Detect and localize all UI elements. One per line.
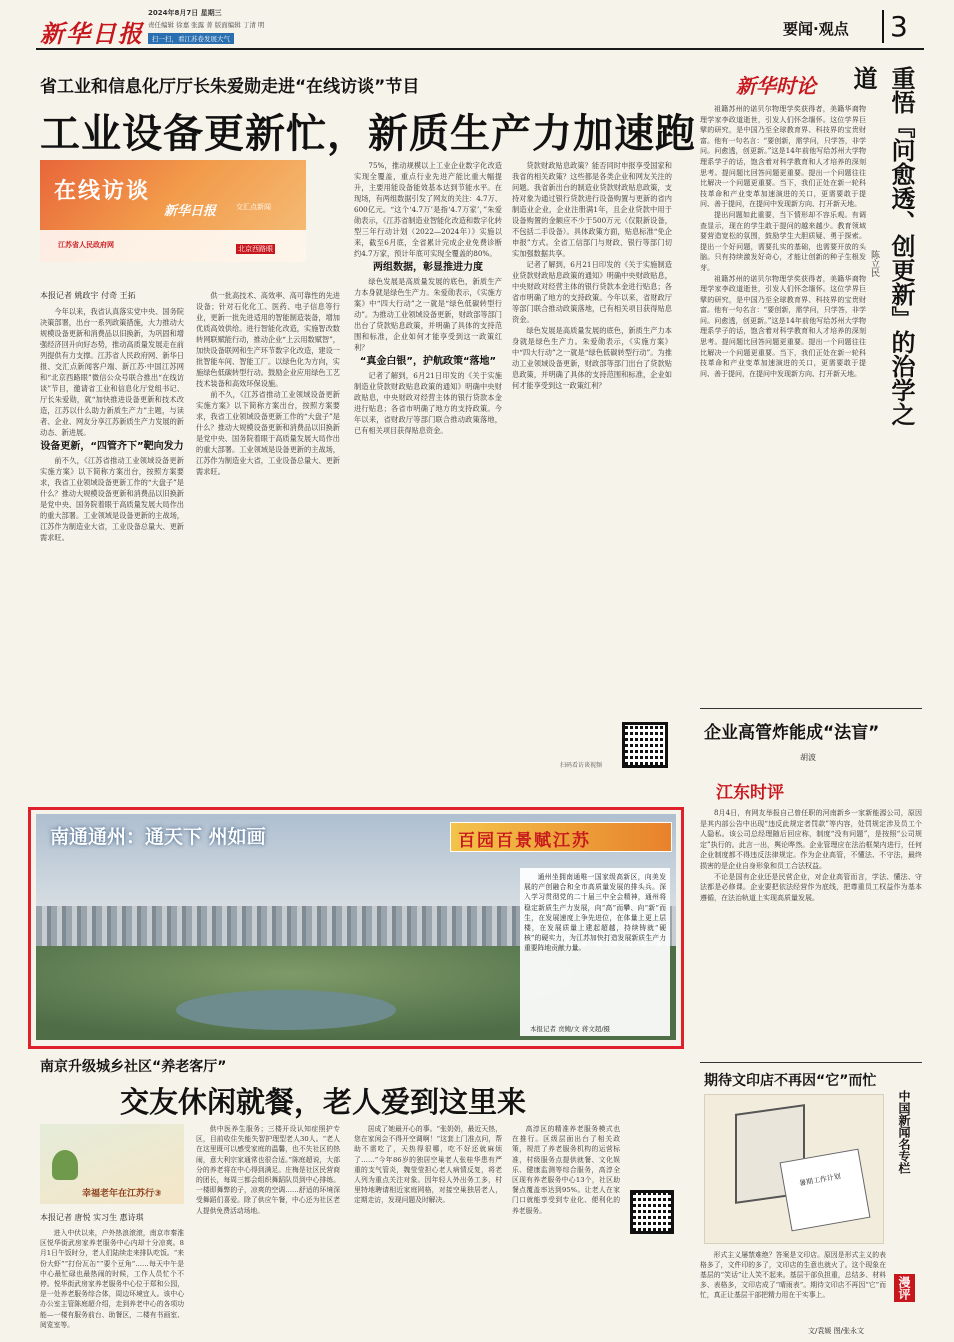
banner-title: 在线访谈 [54, 179, 151, 204]
cartoon-illustration [704, 1094, 884, 1244]
lead-column-3 [354, 160, 502, 774]
editorial-paragraph: 8月4日，有网友举报自己曾任职的河南新乡一家新能源公司，原因是其内部公告中出现“违反此规定者罚款”等内容，处罚规定涉及员工个人隐私。该公司总经理随后回应称，制度“没有问题”，是按照“公司规定”执行的。此言一出，舆论哗然。企业管理应在法治框架内进行，任何企业制度都不得违反法律规定。作为企业高管，不懂法、不守法，最终损害的是企业自身形象和员工合法权益。 [700, 809, 922, 870]
masthead [0, 0, 954, 52]
lead-column-1 [40, 306, 184, 774]
series-label: 幸福老年在江苏行③ [82, 1189, 162, 1199]
second-byline: 本报记者 唐悦 实习生 惠诗琪 [40, 1213, 144, 1222]
second-paragraph: 居成了她最开心的事。“张奶奶，最近天热，您在家闲会不得开空调啊！”这套上门准点问，帮助不需吃了，天热得很哪，吃不好还就麻烦了……”今年86岁的独居空巢老人张桂华患有严重的支气管炎，魏莹莹担心老人病情反复，将老人列为重点关注对象。因年轻人外出务工多，村里特地聘请相近家庭网格，对接空巢独居老人，定期走访，发现问题及时解决。 [354, 1125, 502, 1205]
editorial-author: 胡波 [800, 753, 816, 762]
lead-paragraph: 绿色发展是高质量发展的底色，新质生产力本身就是绿色生产力。朱爱勋表示，《实施方案》中“四大行动”之一就是“绿色低碳转型行动”。为推动工业领域设备更新，财政部等部门出台了贷款贴息政策，并明确了具体的支持范围和标准，企业如何才能享受到这一政策红利？ [512, 326, 672, 390]
qr-code[interactable] [630, 1190, 674, 1234]
second-column-1 [40, 1228, 184, 1332]
lead-paragraph: 贷款财政贴息政策？能否同时申报享受国家和我省的相关政策？这些都是各类企业和网友关注的问题。我省新出台的制造业贷款财政贴息政策，支持对象为通过银行贷款进行设备购置与更新的省内制造业企业，企业注册满1年，且企业贷款中用于设备购置的金额应不少于500万元（仅限新设备，不包括二手设备）。具体政策方面，贴息标准“免企申报”方式。全省工信部门与财政、银行等部门切实加强数据共享。 [512, 161, 672, 258]
cartoon-headline: 期待文印店不再因“它”而忙 [704, 1073, 877, 1089]
lead-paragraph: 今年以来，我省认真落实党中央、国务院决策部署，出台一系列政策措施，大力推动大规模设备更新和消费品以旧换新，为巩固和增强经济回升向好态势，推动高质量发展走在前列提供有力支撑。江苏省人民政府网、新华日报、交汇点新闻客户端、新江苏·中国江苏网和“北京西路眼”微信公众号联合推出“在线访谈”节目，邀请省工业和信息化厅党组书记、厅长朱爱勋，就“加快推进设备更新和技术改造，江苏以什么助力新质生产力”主题，与读者、企业、网友分享江苏新质生产力发展的新动态、新进展。 [40, 307, 184, 437]
sidebar-divider [700, 708, 922, 709]
feature-caption-text: 通州坐拥南通唯一国家级高新区，向美发展的产创融合和全市高质量发展的排头兵。深入学习贯彻党的二十届三中全会精神，通州将稳定新质生产力发展，向“高”而攀、向“新”而生，在发展速度上争先进位，在体量上更上层楼，在发展质量上建起超越，持续铸就“硬核”的硬实力，为江苏加快打造发展新质生产力重要阵地贡献力量。 [524, 873, 666, 953]
cartoon-caption-text: 形式主义屡禁难绝？答案是文印店。原因是形式主义的表格多了，文件印的多了，文印店的生意也就火了。这个现象在基层的“笑话”让人笑不起来。基层干部负担重，总结多、材料多、表格多，文印店成了“晴雨表”。期待文印店不再因“它”而忙，真正让基层干部把精力用在干实事上。 [700, 1251, 886, 1299]
masthead-editors: 责任编辑 徐嘉 张露 菁 版面编辑 丁清 明 [148, 21, 265, 29]
lead-column-2 [196, 290, 340, 774]
banner-logo: 新华日报 [164, 204, 217, 219]
lead-paragraph: 前不久，《江苏省推动工业领域设备更新实施方案》以下简称方案出台，按照方案要求，我省工业领域设备更新工作的“大盘子”是什么？推动大规模设备更新和消费品以旧换新是党中央、国务院着眼于高质量发展大局作出的重大部署。工业领域是设备更新的主战场，江苏作为制造业大省，工业设备总量大、更新需求旺。 [196, 390, 340, 476]
cartoon-credit: 文/袁媛 图/张永文 [808, 1327, 864, 1335]
masthead-logo: 新华日报 [40, 19, 144, 48]
paper-stack-icon [780, 1149, 871, 1232]
second-kicker: 南京升级城乡社区“养老客厅” [40, 1059, 227, 1075]
feature-series: 百园百景赋江苏 [458, 831, 591, 851]
commentary-paragraph: 祖籍苏州的诺贝尔物理学奖获得者，美籍华裔物理学家李政道逝世，引发人们怀念缅怀。这位学界巨擘的研究，是中国乃至全球教育界、科技界的宝贵财富。他有一句名言：“要创新，需学问，只学答，非学问。问愈透，创更新。”这是14年前他写给苏州大学物理系学子的话，饱含着对科学教育和人才培养的深刻思考。提问题比回答问题更重要。提出一个问题往往比解决一个问题更重要。当下，我们正处在新一轮科技革命和产业变革加速演进的关口，更需要敢于提问、善于提问，在提问中发现新方向、打开新天地。 [700, 274, 866, 378]
feature-caption [524, 872, 666, 1022]
lead-paragraph: 供一批高技术、高效率、高可靠性的先进设备；针对石化化工、医药、电子信息等行业，更新一批先进适用的智能制造装备，增加优质高效供给。进行智能化改造，实施智改数转网联赋能行动，推动企业“上云用数赋智”，加快设备联网和生产环节数字化改造，建设一批智能车间、智能工厂。以绿色化为方向，实施绿色低碳转型行动。鼓励企业应用绿色工艺技术装备和高效环保设施。 [196, 291, 340, 388]
cartoon-caption [700, 1250, 886, 1322]
commentary-body [700, 104, 866, 694]
lead-subheading-3: “真金白银”，护航政策“落地” [359, 356, 497, 367]
second-column-3 [354, 1124, 502, 1332]
editorial-paragraph: 不论是国有企业还是民营企业，对企业高管而言，学法、懂法、守法都是必修课。企业要把依法经营作为底线，把尊重员工权益作为基本遵循，在法治轨道上实现高质量发展。 [700, 872, 922, 902]
lead-byline: 本报记者 姚政宇 付奇 王拓 [40, 291, 136, 300]
series-tree-icon [52, 1150, 78, 1180]
lead-kicker: 省工业和信息化厅厅长朱爱勋走进“在线访谈”节目 [40, 77, 420, 97]
commentary-author: 陈立民 [869, 250, 879, 277]
page-number: 3 [882, 10, 918, 43]
editorial-headline: 企业高管炸能成“法盲” [704, 723, 880, 743]
commentary-paragraph: 祖籍苏州的诺贝尔物理学奖获得者，美籍华裔物理学家李政道逝世，引发人们怀念缅怀。这位学界巨擘的研究，是中国乃至全球教育界、科技界的宝贵财富。他有一句名言：“要创新，需学问，只学答，非学问。问愈透，创更新。”这是14年前他写给苏州大学物理系学子的话，饱含着对科学教育和人才培养的深刻思考。提问题比回答问题更重要。提出一个问题往往比解决一个问题更重要。当下，我们正处在新一轮科技革命和产业变革加速演进的关口，更需要敢于提问、善于提问，在提问中发现新方向、打开新天地。 [700, 105, 866, 209]
lead-paragraph: 75%，推动规模以上工业企业数字化改造实现全覆盖，重点行业先进产能比重大幅提升，主要用能设备能效基本达到节能水平。在现场，有两组数据引发了网友的关注：4.7万、600亿元。“这个‘4.7万’是指‘4.7万家’，”朱爱勋表示，《江苏省制造业智能化改造和数字化转型三年行动计划（2022—2024年）》实施以来，截至6月底，全省累计完成企业免费诊断约4.7万家，预计年底可实现全覆盖的80%。 [354, 161, 502, 258]
banner-partner-2: 北京西路眼 [238, 245, 273, 253]
qr-caption: 扫码看访谈视频 [560, 762, 603, 769]
vertical-column-logo: 中国新闻名专栏 [897, 1090, 911, 1174]
banner-partner-1: 交汇点新闻 [236, 203, 271, 211]
feature-photo-lake [176, 990, 396, 1030]
commentary-paragraph: 提出问题如此重要，当下情形却不容乐观。有调查显示，现在的学生敢于提问的越来越少。教育领域要营造宽松的氛围，鼓励学生大胆质疑、勇于探索。提出一个好问题，需要扎实的基础，也需要开放的头脑。只有持续激发好奇心，才能让创新的种子生根发芽。 [700, 210, 866, 272]
second-paragraph: 供中医养生服务；三楼开设认知症照护专区，目前收住失能失智护理型老人30人。“老人在这里既可以感受家庭的温馨，也不失社区的热闹，意大利宗家通常也很合适。”陈庭超说，大部分的养老将在中心得到满足。庄梅是社区民营商的团长，每周三都会组织舞蹈队员到中心排练。一楼即舞弊的子，凉爽的空调……舒适的环境深受舞蹈们喜爱。除了供应午餐，中心还为社区老人提供免费活动场地。 [196, 1125, 340, 1215]
editorial-column-logo: 江东时评 [716, 783, 784, 803]
feature-credit: 本报记者 贲鲍/文 蒋文超/摄 [530, 1025, 611, 1033]
lead-subheading-2: 两组数据，彰显推进力度 [373, 262, 483, 273]
editorial-body [700, 808, 922, 1060]
lead-subheading-1: 设备更新，“四管齐下”靶向发力 [40, 441, 184, 452]
second-headline: 交友休闲就餐，老人爱到这里来 [120, 1085, 527, 1119]
commentary-column-logo: 新华时论 [736, 74, 816, 98]
banner-org: 江苏省人民政府网 [58, 241, 114, 249]
online-interview-banner [40, 160, 306, 262]
lead-paragraph: 前不久，《江苏省推动工业领域设备更新实施方案》以下简称方案出台，按照方案要求，我省工业领域设备更新工作的“大盘子”是什么？推动大规模设备更新和消费品以旧换新是党中央、国务院着眼于高质量发展大局作出的重大部署。工业领域是设备更新的主战场，江苏作为制造业大省，工业设备总量大、更新需求旺。 [40, 456, 184, 542]
commentary-title: 重悟『问愈透、创更新』的治学之道 [849, 66, 915, 426]
masthead-slogan: 扫一扫，看江苏卷发展大气 [148, 33, 234, 44]
cartoon-paper-label: 暑期工作计划 [798, 1172, 842, 1188]
second-column-4 [512, 1124, 620, 1332]
sidebar-divider [700, 1062, 922, 1063]
qr-code[interactable] [622, 722, 668, 768]
lead-paragraph: 记者了解到，6月21日印发的《关于实施制造业贷款财政贴息政策的通知》明确中央财政贴息，中央财政对经营主体的银行贷款本金进行贴息；各省市明确了地方的支持政策。今年以来，省财政厅等部门联合推动政策落地，已有相关项目获得贴息资金。 [354, 371, 502, 435]
masthead-divider [36, 48, 924, 50]
second-paragraph: 进入中伏以来，户外热浪滚滚，南京市秦淮区悦华街武房家养老服务中心内却十分凉爽。8月1日午饭时分，老人们陆续走来排队吃饭。“来份大虾”“打份瓦缶”“要个豆角”……每天中午是中心最忙碌也最热闹的时候，工作人员忙个不停。悦华街武房家养老服务中心位于郑和公园，是一处养老服务综合体，周边环境宜人。该中心办公室主管陈庭超介绍，走到养老中心的各项功能—一楼有服务前台、助餐区，二楼有书画室、阅览室等。 [40, 1229, 184, 1329]
lead-paragraph: 绿色发展是高质量发展的底色，新质生产力本身就是绿色生产力。朱爱勋表示，《实施方案》中“四大行动”之一就是“绿色低碳转型行动”。为推动工业领域设备更新，财政部等部门出台了贷款贴息政策，并明确了具体的支持范围和标准，企业如何才能享受到这一政策红利？ [354, 277, 502, 352]
vertical-logo-badge: 漫评 [894, 1274, 915, 1302]
second-paragraph: 高淳区的精准养老服务模式也在推行。区级层面出台了相关政策，规范了养老服务机构的运营标准，村级服务点提供就餐、文化娱乐、健康监测等综合服务，高淳全区现有养老服务中心13个，社区助餐点覆盖率达到95%。让老人在家门口就能享受到专业化、便利化的养老服务。 [512, 1125, 620, 1215]
lead-paragraph: 记者了解到，6月21日印发的《关于实施制造业贷款财政贴息政策的通知》明确中央财政贴息，中央财政对经营主体的银行贷款本金进行贴息；各省市明确了地方的支持政策。今年以来，省财政厅等部门联合推动政策落地，已有相关项目获得贴息资金。 [512, 260, 672, 324]
section-title: 要闻·观点 [783, 20, 849, 38]
feature-title: 南通通州：通天下 州如画 [50, 826, 266, 848]
second-column-2 [196, 1124, 340, 1332]
lead-headline: 工业设备更新忙，新质生产力加速跑 [40, 111, 696, 157]
lead-column-4 [512, 160, 672, 774]
masthead-date: 2024年8月7日 星期三 [148, 9, 222, 17]
